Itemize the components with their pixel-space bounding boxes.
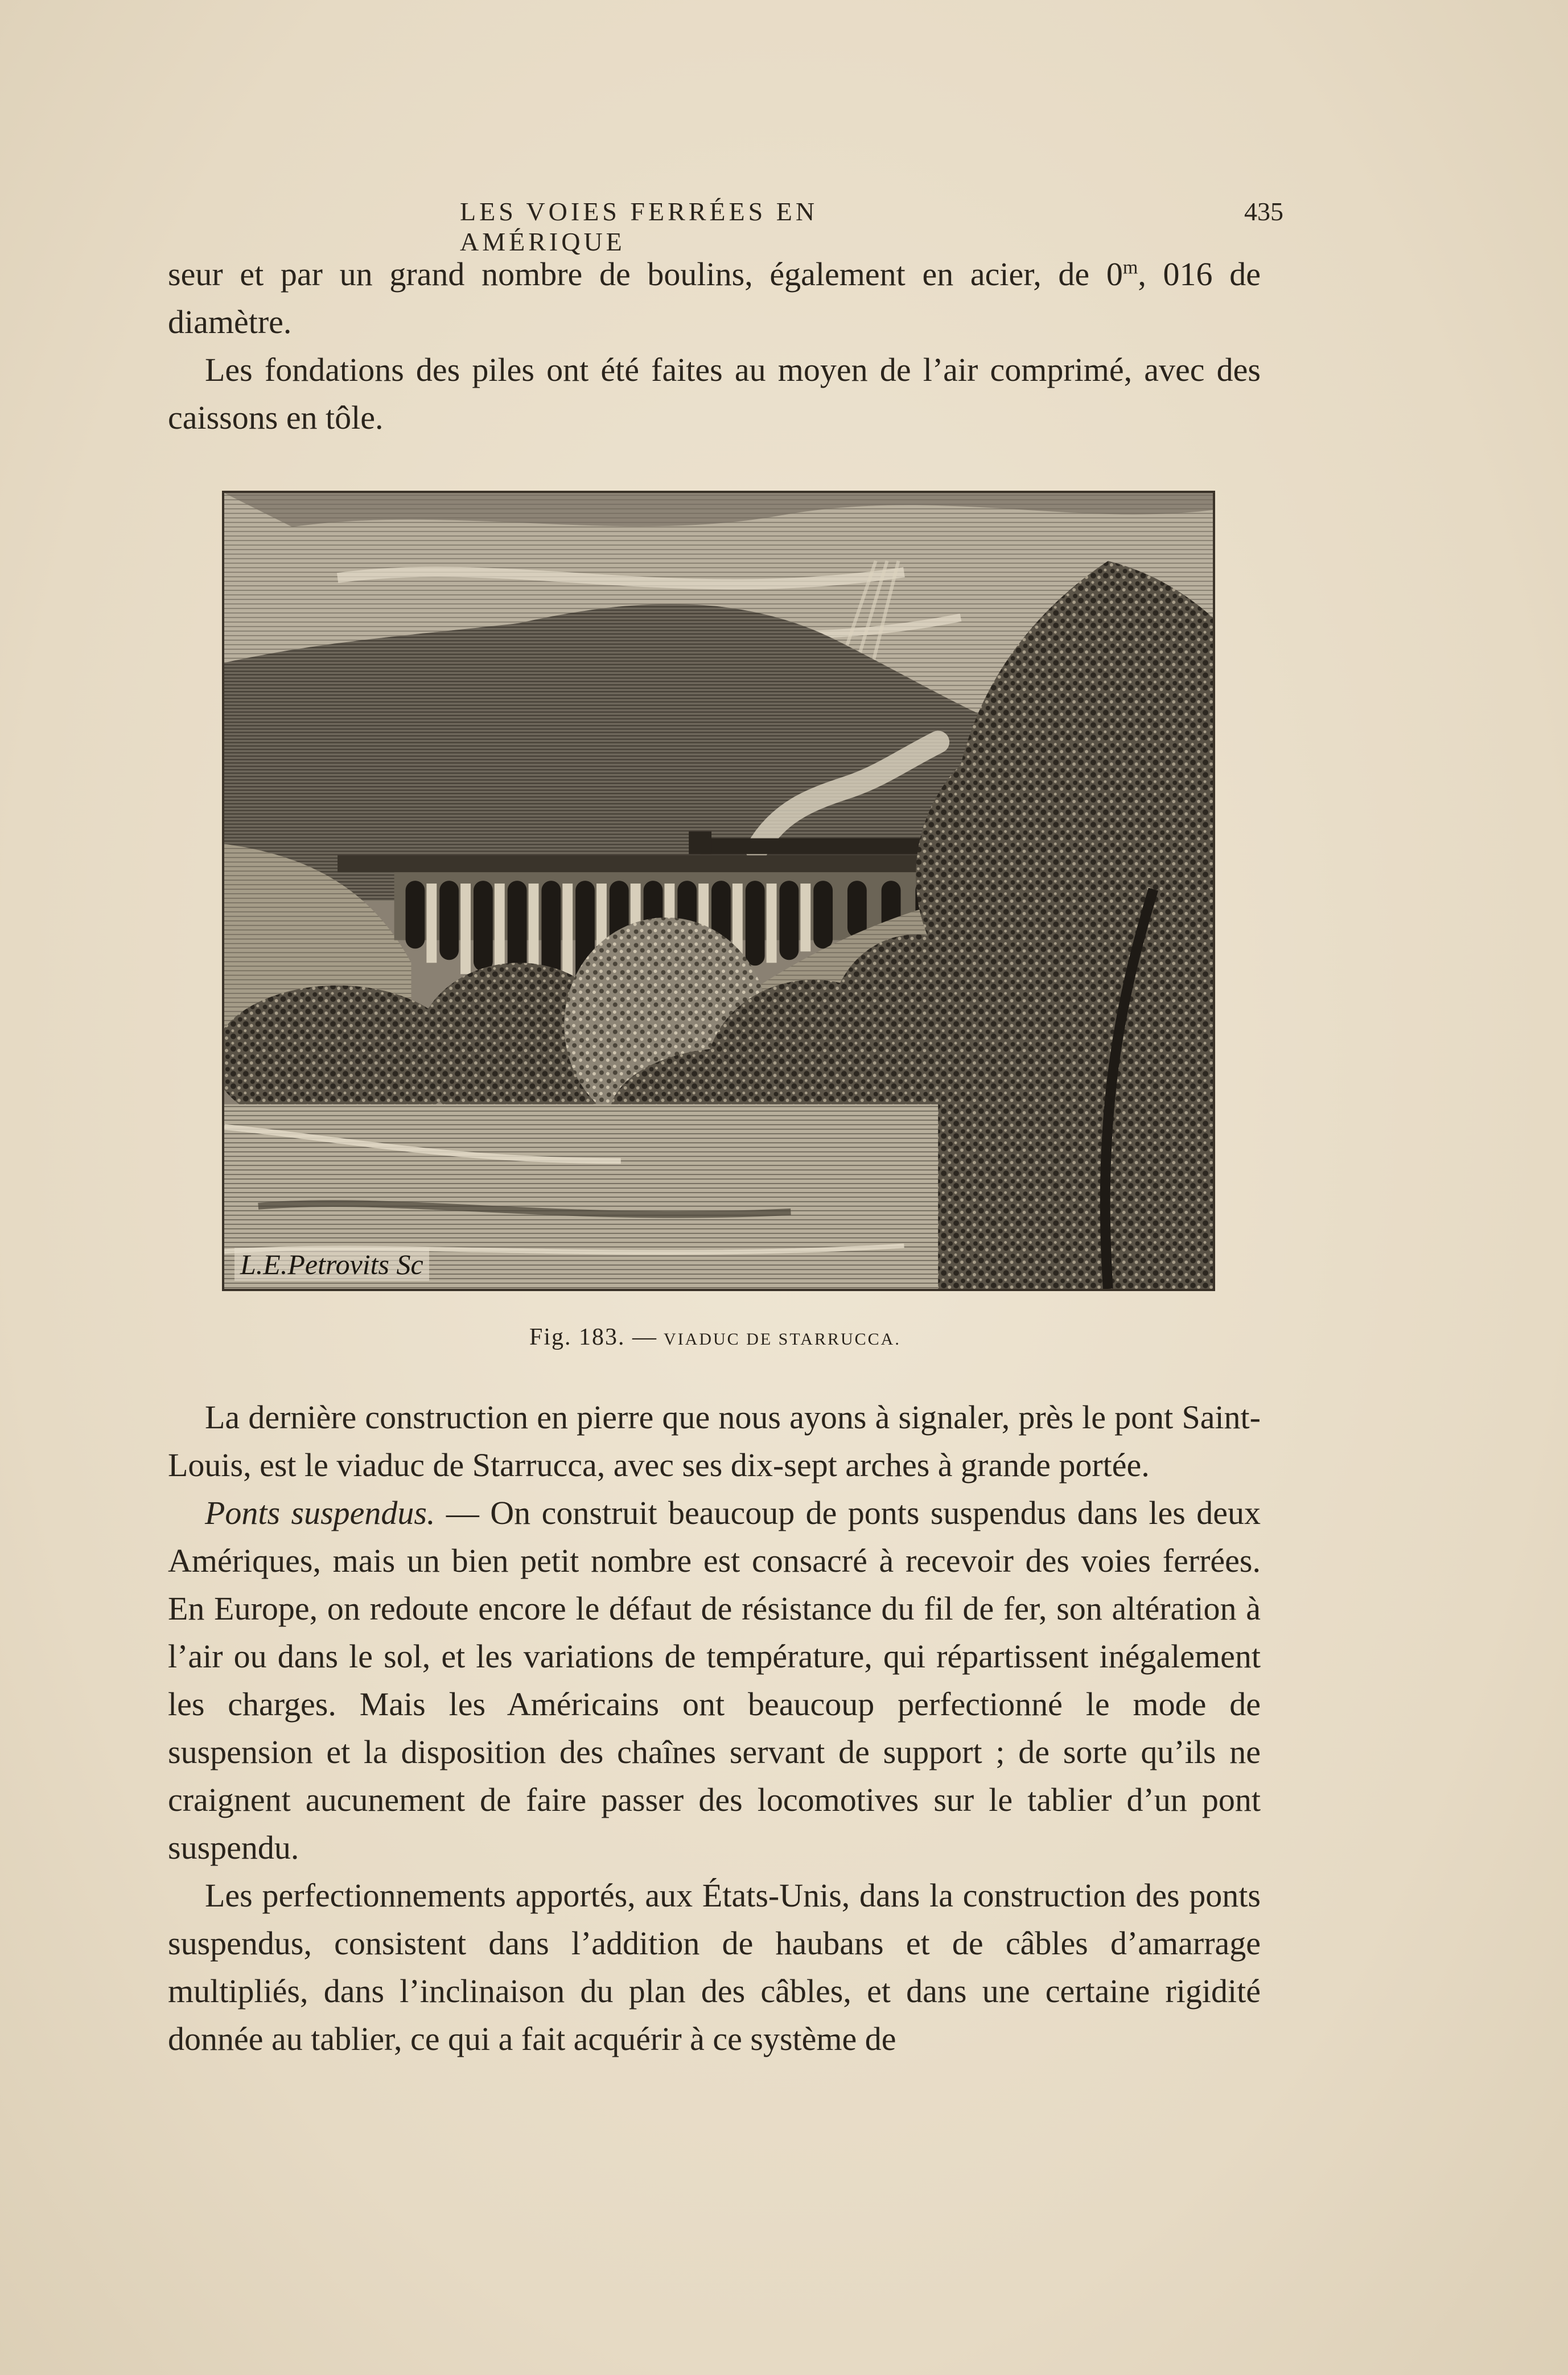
bottom-text	[168, 1394, 1261, 2063]
section-heading-ponts-suspendus: Ponts suspendus.	[205, 1494, 435, 1531]
paragraph-suspension-bridges: Ponts suspendus. — On construit beaucoup de ponts suspendus dans les deux Amériques, mais un bien petit nombre est consacré à recevoir des voies ferrées. En Europe, on redoute encore le défaut de résistance du fil de fer, son altération à l’air ou dans le sol, et les variations de température, qui répartissent inégalement les charges. Mais les Américains ont beaucoup perfectionné le mode de suspension et la disposition des chaînes servant de support ; de sorte qu’ils ne craignent aucunement de faire passer des locomotives sur le tablier d’un pont suspendu.	[168, 1494, 1261, 1866]
engraving-illustration	[224, 493, 1213, 1289]
paragraph-foundations: Les fondations des piles ont été faites au moyen de l’air comprimé, avec des caissons en tôle.	[168, 351, 1261, 436]
engraving-viaduct-starrucca	[222, 491, 1215, 1291]
paragraph-starrucca: La dernière construction en pierre que nous ayons à signaler, près le pont Saint-Louis, est le viaduc de Starrucca, avec ses dix-sept arches à grande portée.	[168, 1399, 1261, 1484]
top-text	[168, 250, 1261, 442]
engraver-signature: L.E.Petrovits Sc	[234, 1248, 429, 1281]
paragraph-continuation: seur et par un grand nombre de boulins, également en acier, de 0$^m$, 016 de diamètre.	[168, 256, 1261, 340]
caption-title: VIADUC DE STARRUCCA.	[664, 1330, 901, 1349]
page-number: 435	[1244, 197, 1283, 226]
figure-caption	[529, 1324, 1042, 1351]
running-title: LES VOIES FERRÉES EN AMÉRIQUE	[460, 197, 818, 256]
paragraph-improvements: Les perfectionnements apportés, aux États-Unis, dans la construction des ponts suspendus, consistent dans l’addition de haubans et de câbles d’amarrage multipliés, dans l’inclinaison du plan des câbles, et dans une certaine rigidité donnée au tablier, ce qui a fait acquérir à ce système de	[168, 1877, 1261, 2057]
caption-figure-number: Fig. 183. —	[529, 1324, 658, 1350]
